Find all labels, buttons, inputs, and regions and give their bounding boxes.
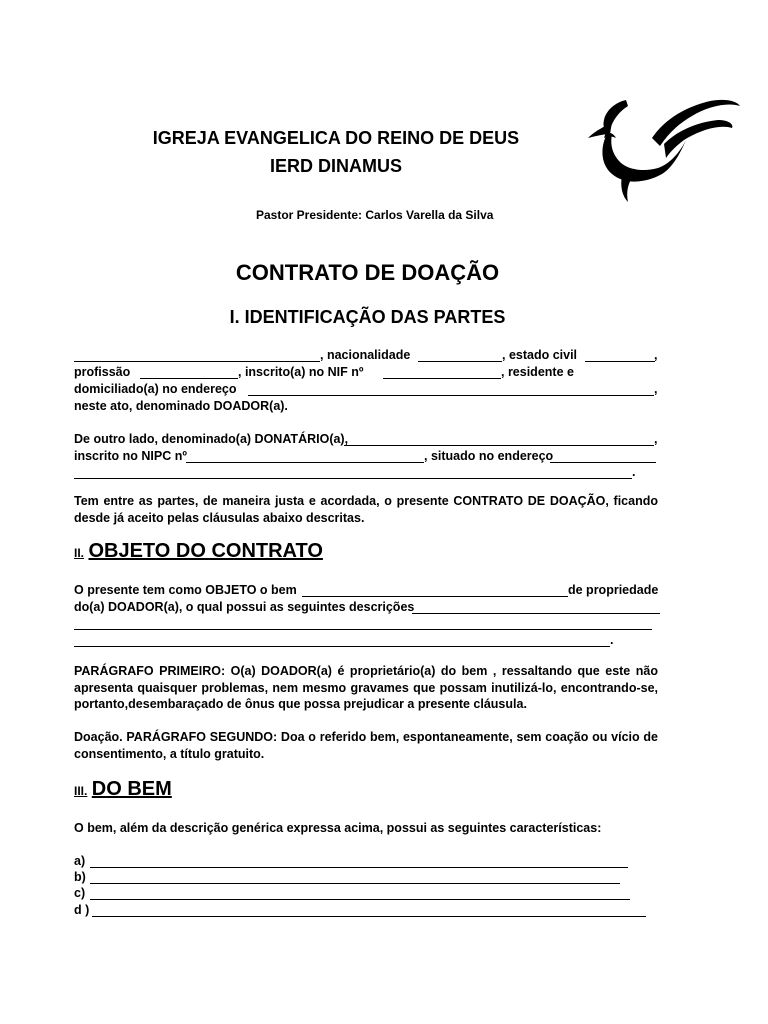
label-objeto: O presente tem como OBJETO o bem bbox=[74, 583, 297, 597]
item-label-c: c) bbox=[74, 886, 86, 900]
field-nipc[interactable] bbox=[186, 462, 424, 463]
field-item-b[interactable] bbox=[90, 883, 620, 884]
field-bem[interactable] bbox=[302, 596, 568, 597]
field-item-c[interactable] bbox=[90, 899, 630, 900]
section-1-number: I. bbox=[229, 307, 240, 327]
field-donatario-name[interactable] bbox=[344, 445, 654, 446]
field-descricoes-3[interactable] bbox=[74, 646, 610, 647]
item-label-d: d ) bbox=[74, 903, 90, 917]
label-nipc: inscrito no NIPC nº bbox=[74, 449, 187, 463]
label-profissao: profissão bbox=[74, 365, 131, 379]
field-endereco-donatario-cont[interactable] bbox=[74, 478, 632, 479]
field-descricoes[interactable] bbox=[412, 613, 660, 614]
field-item-a[interactable] bbox=[90, 867, 628, 868]
section-3-number: III. bbox=[74, 784, 88, 798]
section-2-heading bbox=[74, 540, 323, 563]
paragrafo-segundo: Doação. PARÁGRAFO SEGUNDO: Doa o referido bem, espontaneamente, sem coação ou vício de consentimento, a título gratuito. bbox=[74, 730, 658, 761]
caracteristicas-intro: O bem, além da descrição genérica expressa acima, possui as seguintes características: bbox=[74, 821, 602, 835]
comma: , bbox=[654, 382, 658, 396]
label-descricoes: do(a) DOADOR(a), o qual possui as seguintes descrições bbox=[74, 600, 415, 614]
section-2-number: II. bbox=[74, 546, 85, 560]
label-domiciliado: domiciliado(a) no endereço bbox=[74, 382, 237, 396]
field-nacionalidade[interactable] bbox=[418, 361, 502, 362]
field-endereco-doador[interactable] bbox=[248, 395, 654, 396]
section-3-title: DO BEM bbox=[91, 778, 172, 800]
period: . bbox=[632, 465, 636, 479]
comma: , bbox=[654, 348, 658, 362]
label-nif: , inscrito(a) no NIF nº bbox=[238, 365, 364, 379]
dove-icon bbox=[582, 92, 742, 210]
label-estado-civil: , estado civil bbox=[502, 348, 578, 362]
field-nif[interactable] bbox=[383, 378, 501, 379]
pastor-line: Pastor Presidente: Carlos Varella da Silva bbox=[256, 208, 494, 222]
item-label-b: b) bbox=[74, 870, 86, 884]
comma: , bbox=[654, 432, 658, 446]
section-1-title: IDENTIFICAÇÃO DAS PARTES bbox=[244, 307, 506, 327]
label-residente: , residente e bbox=[501, 365, 574, 379]
paragraph-entre-partes: Tem entre as partes, de maneira justa e acordada, o presente CONTRATO DE DOAÇÃO, ficando desde já aceito pelas cláusulas abaixo descritas. bbox=[74, 494, 658, 525]
period: . bbox=[610, 633, 614, 647]
church-name: IGREJA EVANGELICA DO REINO DE DEUS bbox=[152, 128, 520, 148]
label-doador: neste ato, denominado DOADOR(a). bbox=[74, 399, 288, 413]
field-profissao[interactable] bbox=[140, 378, 238, 379]
section-2-title: OBJETO DO CONTRATO bbox=[88, 540, 323, 562]
paragrafo-primeiro: PARÁGRAFO PRIMEIRO: O(a) DOADOR(a) é proprietário(a) do bem , ressaltando que este não apresenta quaisquer problemas, nem mesmo gravames que possam inutilizá-lo, encontrando-se, portanto,desembaraçado de ônus que possa prejudicar a presente cláusula. bbox=[74, 664, 658, 711]
contract-title: CONTRATO DE DOAÇÃO bbox=[235, 260, 500, 285]
section-1-heading bbox=[0, 307, 735, 328]
label-propriedade: de propriedade bbox=[568, 583, 659, 597]
church-short-name: IERD DINAMUS bbox=[269, 156, 402, 176]
label-donatario: De outro lado, denominado(a) DONATÁRIO(a), bbox=[74, 432, 349, 446]
field-estado-civil[interactable] bbox=[585, 361, 655, 362]
label-situado: , situado no endereço bbox=[424, 449, 554, 463]
field-endereco-donatario[interactable] bbox=[550, 462, 656, 463]
section-3-heading bbox=[74, 778, 172, 801]
field-doador-name[interactable] bbox=[74, 361, 320, 362]
label-nacionalidade: , nacionalidade bbox=[320, 348, 411, 362]
item-label-a: a) bbox=[74, 854, 86, 868]
field-item-d[interactable] bbox=[92, 916, 646, 917]
field-descricoes-2[interactable] bbox=[74, 629, 652, 630]
